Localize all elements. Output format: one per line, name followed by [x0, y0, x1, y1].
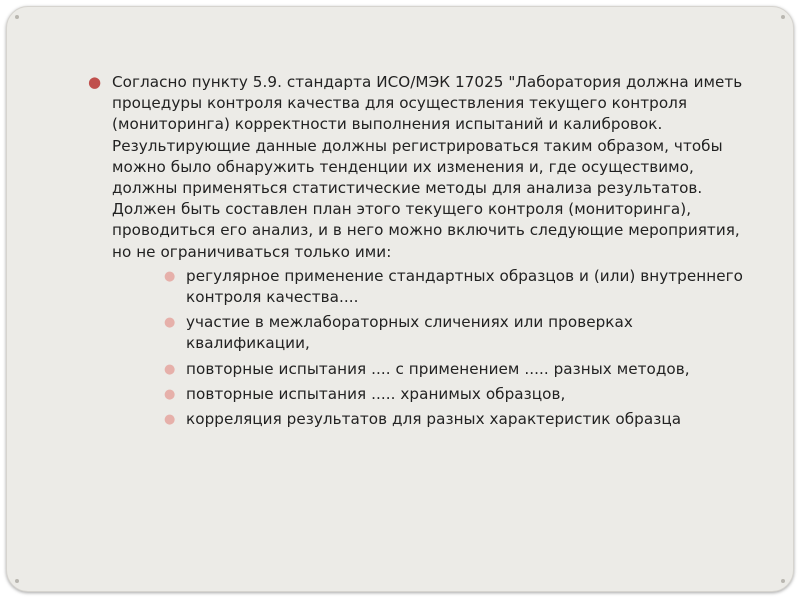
- corner-mark-bottom-right: [781, 579, 785, 583]
- slide-content: [88, 72, 748, 434]
- sub-list-item: [112, 409, 748, 430]
- sub-list-item: [112, 359, 748, 380]
- sub-list-item: [112, 312, 748, 354]
- sub-item-text: повторные испытания ..... хранимых образцов,: [186, 384, 566, 403]
- sub-item-text: корреляция результатов для разных характеристик образца: [186, 410, 682, 429]
- sub-bullet-dot-icon: ●: [164, 268, 176, 284]
- main-bullet-item: [88, 72, 748, 430]
- sub-item-text: регулярное применение стандартных образцов и (или) внутреннего контроля качества....: [186, 266, 743, 307]
- sub-item-text: участие в межлабораторных сличениях или проверках квалификации,: [186, 313, 633, 353]
- corner-mark-top-right: [781, 15, 785, 19]
- corner-mark-bottom-left: [15, 579, 19, 583]
- sub-bullet-dot-icon: ●: [164, 386, 176, 402]
- sub-bullet-dot-icon: ●: [164, 315, 176, 331]
- main-paragraph: Согласно пункту 5.9. стандарта ИСО/МЭК 17025 "Лаборатория должна иметь процедуры контроля качества для осуществления текущего контроля (мониторинга) корректности выполнения испытаний и калибровок. Результирующие данные должны регистрироваться таким образом, чтобы можно было обнаружить тенденции их изменения и, где осуществимо, должны применяться статистические методы для анализа результатов. Должен быть составлен план этого текущего контроля (мониторинга), проводиться его анализ, и в него можно включить следующие мероприятия, но не ограничиваться только ими:: [112, 73, 743, 261]
- sub-list-item: [112, 266, 748, 308]
- corner-mark-top-left: [15, 15, 19, 19]
- sub-bullet-dot-icon: ●: [164, 361, 176, 377]
- sub-bullet-dot-icon: ●: [164, 412, 176, 428]
- bullet-dot-icon: ●: [88, 73, 102, 91]
- sub-list-item: [112, 384, 748, 405]
- sub-list: [112, 266, 748, 430]
- sub-item-text: повторные испытания .... с применением ..... разных методов,: [186, 359, 690, 378]
